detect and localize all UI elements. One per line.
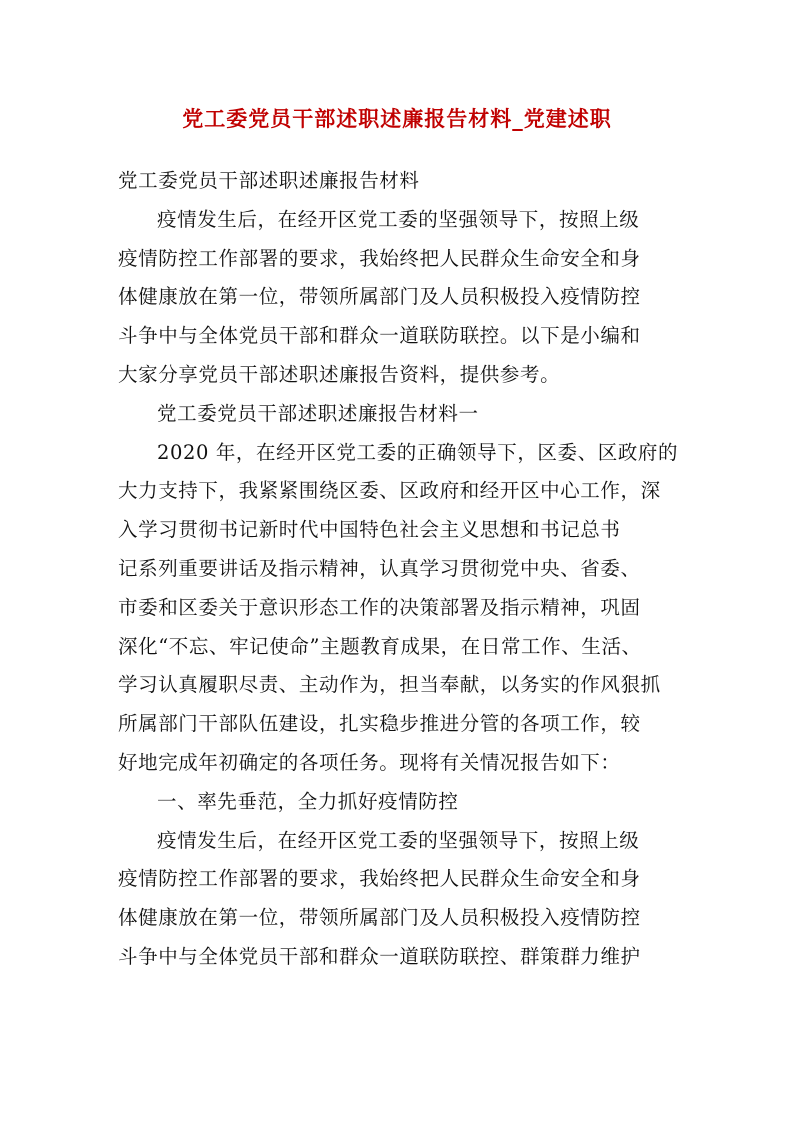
paragraph-line: 2020 年，在经开区党工委的正确领导下，区委、区政府的 (157, 440, 679, 464)
paragraph-line: 疫情发生后，在经开区党工委的坚强领导下，按照上级 (157, 828, 640, 852)
paragraph-line: 大家分享党员干部述职述廉报告资料，提供参考。 (118, 362, 561, 386)
subtitle-line: 党工委党员干部述职述廉报告材料 (118, 169, 420, 192)
section-heading: 党工委党员干部述职述廉报告材料一 (157, 401, 479, 425)
paragraph-line: 入学习贯彻书记新时代中国特色社会主义思想和书记总书 (118, 518, 621, 542)
paragraph-line: 斗争中与全体党员干部和群众一道联防联控、群策群力维护 (118, 944, 641, 968)
paragraph-line: 疫情防控工作部署的要求，我始终把人民群众生命安全和身 (118, 867, 641, 891)
paragraph-line: 市委和区委关于意识形态工作的决策部署及指示精神，巩固 (118, 595, 641, 619)
paragraph-line: 深化“不忘、牢记使命”主题教育成果，在日常工作、生活、 (118, 634, 642, 658)
paragraph-line: 大力支持下，我紧紧围绕区委、区政府和经开区中心工作，深 (118, 479, 661, 503)
document-title: 党工委党员干部述职述廉报告材料_党建述职 (182, 106, 612, 131)
paragraph-line: 疫情防控工作部署的要求，我始终把人民群众生命安全和身 (118, 246, 641, 270)
paragraph-line: 所属部门干部队伍建设，扎实稳步推进分管的各项工作，较 (118, 712, 641, 736)
section-heading: 一、率先垂范，全力抓好疫情防控 (157, 789, 459, 813)
paragraph-line: 记系列重要讲话及指示精神，认真学习贯彻党中央、省委、 (118, 556, 641, 580)
paragraph-line: 学习认真履职尽责、主动作为，担当奉献，以务实的作风狠抓 (118, 673, 661, 697)
paragraph-line: 疫情发生后，在经开区党工委的坚强领导下，按照上级 (157, 207, 640, 231)
paragraph-line: 斗争中与全体党员干部和群众一道联防联控。以下是小编和 (118, 324, 641, 348)
paragraph-line: 好地完成年初确定的各项任务。现将有关情况报告如下： (118, 750, 621, 774)
paragraph-line: 体健康放在第一位，带领所属部门及人员积极投入疫情防控 (118, 906, 641, 930)
document-body (118, 162, 690, 977)
paragraph-line: 体健康放在第一位，带领所属部门及人员积极投入疫情防控 (118, 285, 641, 309)
